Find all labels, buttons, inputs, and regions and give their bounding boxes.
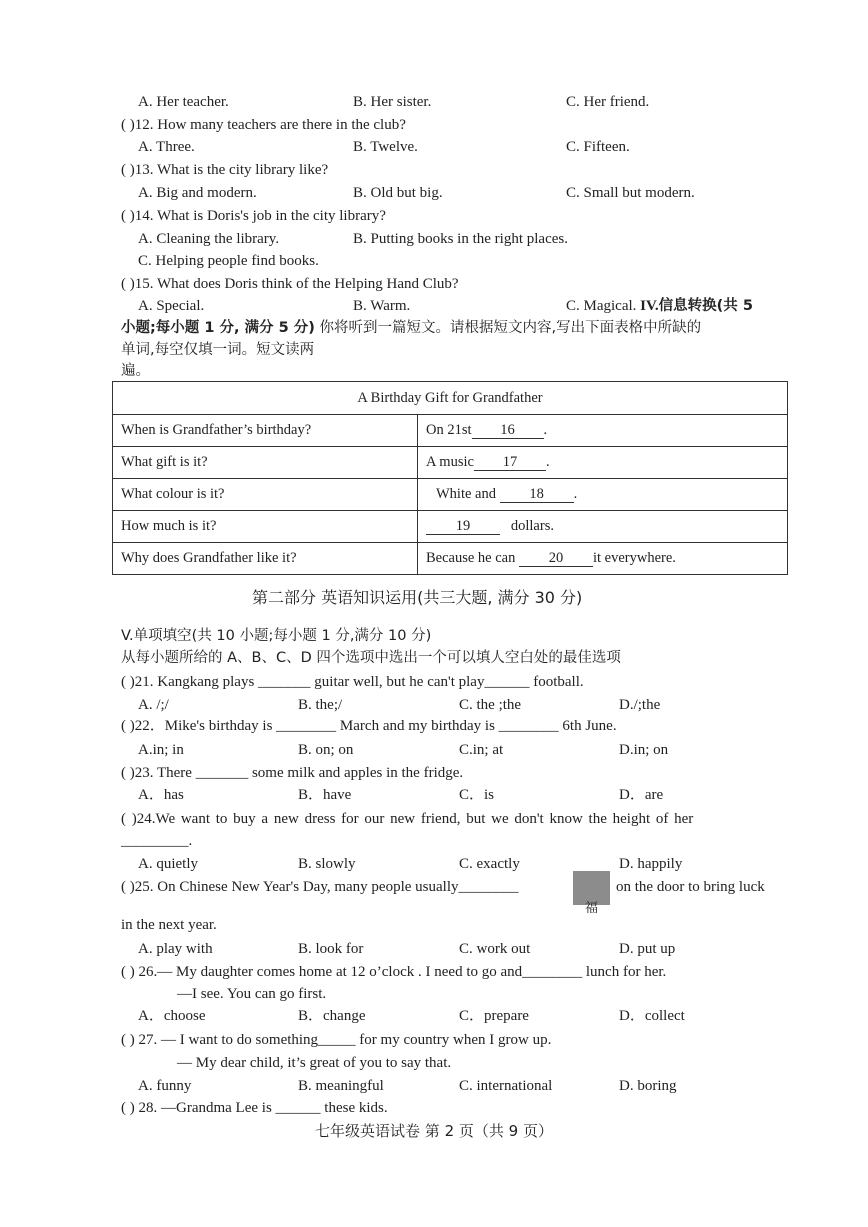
q22-option-a: A.in; in xyxy=(138,742,184,758)
q13-stem: ( )13. What is the city library like? xyxy=(121,162,329,178)
fu-character: 福 xyxy=(585,901,599,916)
q21-option-b: B. the;/ xyxy=(298,697,343,713)
table-answer xyxy=(418,415,788,447)
q11-option-a: A. Her teacher. xyxy=(138,94,229,110)
q14-option-c: C. Helping people find books. xyxy=(138,253,319,269)
q21-option-a: A. /;/ xyxy=(138,697,169,713)
q21-option-d: D./;the xyxy=(619,697,661,713)
page-footer: 七年级英语试卷 第 2 页（共 9 页） xyxy=(315,1122,553,1140)
section4-instruction-line1 xyxy=(121,318,701,338)
answer-blank[interactable]: 16 xyxy=(472,423,544,439)
answer-suffix: dollars. xyxy=(510,518,554,534)
q11-option-c: C. Her friend. xyxy=(566,94,650,110)
section5-instruction: 从每小题所给的 A、B、C、D 四个选项中选出一个可以填人空白处的最佳选项 xyxy=(121,650,621,666)
q12-option-c: C. Fifteen. xyxy=(566,139,630,155)
table-answer xyxy=(418,447,788,479)
fu-character-image xyxy=(573,871,610,916)
q26-option-d: D．collect xyxy=(619,1008,685,1024)
q25-stem: ( )25. On Chinese New Year's Day, many people usually________ xyxy=(121,879,519,895)
q14-stem: ( )14. What is Doris's job in the city library? xyxy=(121,208,386,224)
section4-score: 小题;每小题 1 分, 满分 5 分) xyxy=(121,320,315,336)
answer-suffix: . xyxy=(545,454,550,470)
q26-option-c: C．prepare xyxy=(459,1008,529,1024)
answer-blank[interactable]: 20 xyxy=(519,551,593,567)
section5-title: V.单项填空(共 10 小题;每小题 1 分,满分 10 分) xyxy=(121,628,432,644)
q15-option-b: B. Warm. xyxy=(353,298,411,314)
q22-stem: ( )22．Mike's birthday is ________ March and my birthday is ________ 6th June. xyxy=(121,718,617,734)
answer-suffix: . xyxy=(573,486,578,502)
q23-option-c: C．is xyxy=(459,787,495,803)
answer-blank[interactable]: 19 xyxy=(426,519,500,535)
answer-prefix: A music xyxy=(426,454,474,470)
answer-suffix: . xyxy=(543,422,548,438)
table-title: A Birthday Gift for Grandfather xyxy=(113,382,788,415)
q26-reply: —I see. You can go first. xyxy=(177,986,327,1002)
q25-option-a: A. play with xyxy=(138,941,213,957)
q25-option-c: C. work out xyxy=(459,941,531,957)
q26-option-a: A．choose xyxy=(138,1008,206,1024)
info-transfer-table xyxy=(112,381,788,575)
q25-stem-line2: in the next year. xyxy=(121,917,217,933)
table-question: What colour is it? xyxy=(113,479,418,511)
q14-option-a: A. Cleaning the library. xyxy=(138,231,280,247)
table-answer xyxy=(418,543,788,575)
q26-stem: ( ) 26.— My daughter comes home at 12 o’clock . I need to go and________ lunch for her. xyxy=(121,964,667,980)
q14-option-b: B. Putting books in the right places. xyxy=(353,231,568,247)
q27-option-d: D. boring xyxy=(619,1078,677,1094)
section4-number: IV. xyxy=(640,298,659,314)
table-row xyxy=(113,479,788,511)
section4-title: 信息转换(共 5 xyxy=(658,298,753,314)
q12-option-a: A. Three. xyxy=(138,139,195,155)
table-answer xyxy=(418,479,788,511)
q24-option-c: C. exactly xyxy=(459,856,520,872)
q15-option-a: A. Special. xyxy=(138,298,205,314)
q13-option-a: A. Big and modern. xyxy=(138,185,257,201)
answer-blank[interactable]: 17 xyxy=(474,455,546,471)
table-question: Why does Grandfather like it? xyxy=(113,543,418,575)
answer-blank[interactable]: 18 xyxy=(500,487,574,503)
q15-option-c: C. Magical. xyxy=(566,298,637,314)
q25-option-b: B. look for xyxy=(298,941,364,957)
table-row xyxy=(113,415,788,447)
answer-prefix: White and xyxy=(436,486,500,502)
section4-instruction-line3: 遍。 xyxy=(121,363,150,379)
q27-option-b: B. meaningful xyxy=(298,1078,384,1094)
q26-option-b: B．change xyxy=(298,1008,366,1024)
table-question: What gift is it? xyxy=(113,447,418,479)
table-question: How much is it? xyxy=(113,511,418,543)
q27-reply: — My dear child, it’s great of you to say that. xyxy=(177,1055,452,1071)
q23-stem: ( )23. There _______ some milk and apples in the fridge. xyxy=(121,765,464,781)
table-answer xyxy=(418,511,788,543)
section4-header-line1 xyxy=(566,296,753,316)
q15-stem: ( )15. What does Doris think of the Helping Hand Club? xyxy=(121,276,459,292)
table-row xyxy=(113,511,788,543)
q22-option-c: C.in; at xyxy=(459,742,504,758)
section4-instruction-text: 你将听到一篇短文。请根据短文内容,写出下面表格中所缺的 xyxy=(314,320,702,336)
q13-option-c: C. Small but modern. xyxy=(566,185,695,201)
answer-suffix: it everywhere. xyxy=(593,550,676,566)
part2-title: 第二部分 英语知识运用(共三大题, 满分 30 分) xyxy=(252,588,583,607)
q12-option-b: B. Twelve. xyxy=(353,139,418,155)
table-row xyxy=(113,543,788,575)
table-row xyxy=(113,447,788,479)
q27-stem: ( ) 27. — I want to do something_____ for my country when I grow up. xyxy=(121,1032,552,1048)
answer-prefix: Because he can xyxy=(426,550,519,566)
q27-option-a: A. funny xyxy=(138,1078,192,1094)
q24-stem: ( )24.We want to buy a new dress for our new friend, but we don't know the height of her xyxy=(121,811,694,827)
q11-option-b: B. Her sister. xyxy=(353,94,432,110)
q25-option-d: D. put up xyxy=(619,941,676,957)
q24-option-b: B. slowly xyxy=(298,856,356,872)
q21-option-c: C. the ;the xyxy=(459,697,522,713)
q25-stem-end: on the door to bring luck xyxy=(616,879,765,895)
q22-option-b: B. on; on xyxy=(298,742,354,758)
q21-stem: ( )21. Kangkang plays _______ guitar well, but he can't play______ football. xyxy=(121,674,584,690)
q27-option-c: C. international xyxy=(459,1078,553,1094)
q13-option-b: B. Old but big. xyxy=(353,185,443,201)
section4-instruction-line2: 单词,每空仅填一词。短文读两 xyxy=(121,342,315,358)
q24-option-d: D. happily xyxy=(619,856,683,872)
q23-option-a: A．has xyxy=(138,787,184,803)
q23-option-d: D．are xyxy=(619,787,664,803)
q12-stem: ( )12. How many teachers are there in the club? xyxy=(121,117,406,133)
q23-option-b: B．have xyxy=(298,787,352,803)
q22-option-d: D.in; on xyxy=(619,742,669,758)
q28-stem: ( ) 28. —Grandma Lee is ______ these kids. xyxy=(121,1100,388,1116)
answer-prefix: On 21st xyxy=(426,422,472,438)
table-question: When is Grandfather’s birthday? xyxy=(113,415,418,447)
q24-option-a: A. quietly xyxy=(138,856,198,872)
q24-stem-blank: _________. xyxy=(121,833,193,849)
